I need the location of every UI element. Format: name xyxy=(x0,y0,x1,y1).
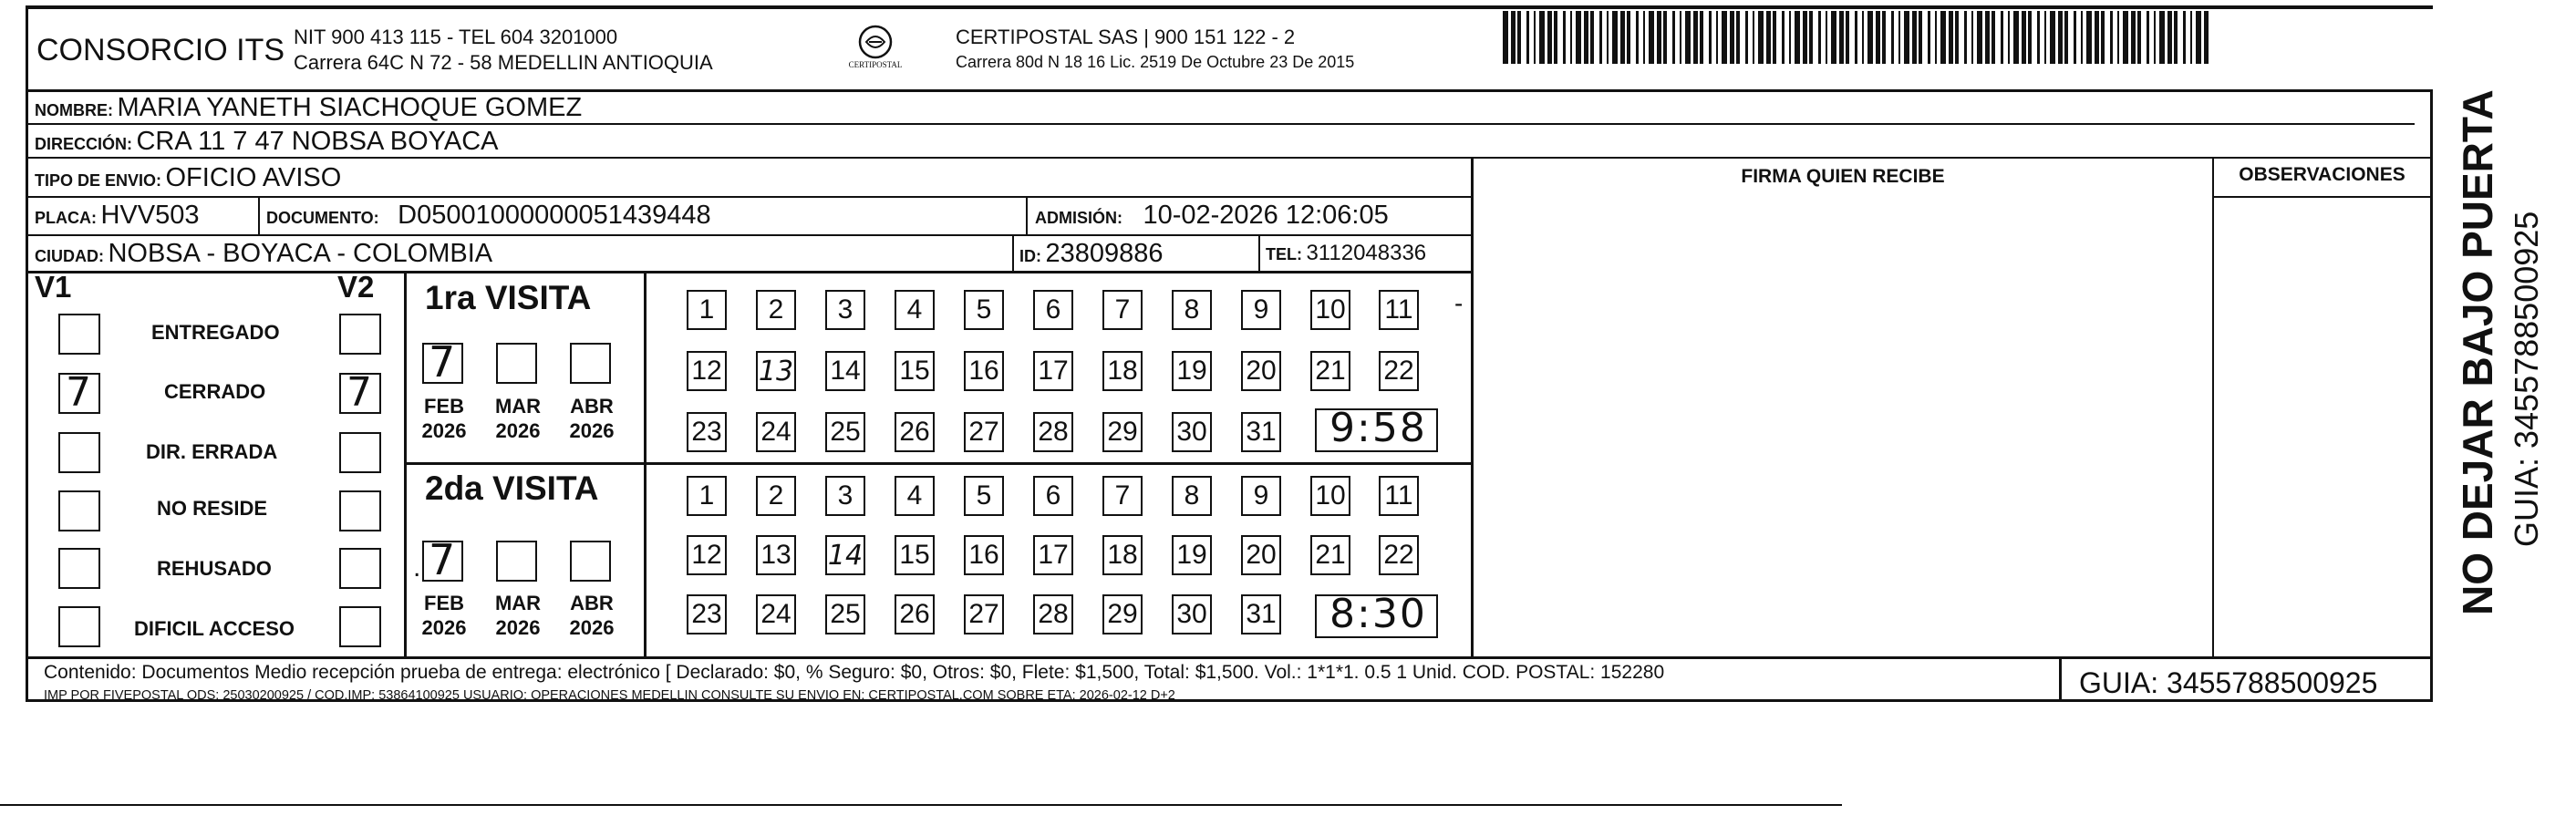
barcode-bar xyxy=(2154,11,2156,64)
barcode-bar xyxy=(1977,11,1982,64)
visit2-month-mar xyxy=(486,591,550,640)
day-cell[interactable]: 13 xyxy=(756,351,796,391)
visit1-month-feb xyxy=(412,394,476,443)
month-name: MAR xyxy=(494,592,542,614)
day-cell[interactable]: 26 xyxy=(895,594,935,634)
day-cell[interactable]: 10 xyxy=(1310,476,1350,516)
company-name: CONSORCIO ITS xyxy=(36,33,285,67)
visit2-month-feb xyxy=(412,591,476,640)
barcode-bar xyxy=(1818,11,1821,64)
id-label: ID: xyxy=(1019,247,1041,265)
visit2-month-mark: 7 xyxy=(429,535,456,584)
day-cell[interactable]: 2 xyxy=(756,476,796,516)
company-address: Carrera 64C N 72 - 58 MEDELLIN ANTIOQUIA xyxy=(294,51,713,74)
day-cell[interactable]: 18 xyxy=(1102,535,1143,575)
barcode-bar xyxy=(1753,11,1754,64)
barcode-bar xyxy=(2101,11,2105,64)
barcode-bar xyxy=(1912,11,1917,64)
id-value: 23809886 xyxy=(1045,239,1164,268)
v1-handwritten-mark: 7 xyxy=(66,369,91,416)
day-cell[interactable]: 15 xyxy=(895,351,935,391)
barcode-bar xyxy=(1940,11,1946,64)
admission-divider xyxy=(1026,198,1028,234)
tel-label: TEL: xyxy=(1266,245,1302,263)
day-cell[interactable]: 12 xyxy=(687,535,727,575)
footer-print-info: IMP POR FIVEPOSTAL ODS: 25030200925 / COD.IMP: 53864100925 USUARIO: OPERACIONES MEDELLIN CONSULTE SU ENVIO EN: CERTIPOSTAL.COM SOBRE ETA: 2026-02-12 D+2 xyxy=(44,688,1175,703)
carrier-address: Carrera 80d N 18 16 Lic. 2519 De Octubre 23 De 2015 xyxy=(956,53,1355,71)
document-label: DOCUMENTO: xyxy=(266,209,379,227)
barcode-bar xyxy=(1826,11,1827,64)
barcode-bar xyxy=(1730,11,1734,64)
visit1-time-box[interactable] xyxy=(1315,405,1438,452)
barcode-bar xyxy=(2147,11,2149,64)
barcode-bar xyxy=(1620,11,1625,64)
barcode-bar xyxy=(1831,11,1836,64)
name-label: NOMBRE: xyxy=(35,101,113,119)
day-cell[interactable]: 7 xyxy=(1102,476,1143,516)
day-cell[interactable]: 8 xyxy=(1172,476,1212,516)
month-year: 2026 xyxy=(421,616,467,639)
barcode-bar xyxy=(1511,11,1516,64)
id-divider xyxy=(1012,236,1014,273)
v1-checkbox-dir-errada[interactable] xyxy=(58,432,100,473)
day-cell[interactable]: 22 xyxy=(1379,351,1419,391)
day-cell[interactable]: 23 xyxy=(687,594,727,634)
day-cell[interactable]: 29 xyxy=(1102,594,1143,634)
month-name: ABR xyxy=(570,395,614,418)
left-border xyxy=(26,5,28,702)
barcode-bar xyxy=(1649,11,1654,64)
barcode-bar xyxy=(1590,11,1594,64)
barcode-bar xyxy=(2037,11,2040,64)
barcode-bar xyxy=(1803,11,1807,64)
v2-label: V2 xyxy=(337,270,375,304)
barcode-bar xyxy=(2131,11,2136,64)
right-border xyxy=(2430,91,2433,702)
day-cell[interactable]: 29 xyxy=(1102,412,1143,452)
day-cell[interactable]: 20 xyxy=(1241,535,1281,575)
visit-divider xyxy=(404,462,1473,465)
barcode-bar xyxy=(1891,11,1894,64)
id-row xyxy=(1019,239,1163,269)
day-cell[interactable]: 1 xyxy=(687,290,727,330)
row-line-1 xyxy=(26,123,2415,125)
barcode-bar xyxy=(1928,11,1930,64)
carrier-name: CERTIPOSTAL SAS | 900 151 122 - 2 xyxy=(956,26,1296,48)
footer-contents: Contenido: Documentos Medio recepción prueba de entrega: electrónico [ Declarado: $0, % Seguro: $0, Otros: $0, Flete: $1,500, Total: $1,500. Vol.: 1*1*1. 0.5 1 Unid. COD. POSTAL: 152280 xyxy=(44,662,1665,683)
barcode-bar xyxy=(2008,11,2010,64)
obs-header-line xyxy=(2212,196,2433,198)
barcode-bar xyxy=(1809,11,1813,64)
barcode-bar xyxy=(1700,11,1703,64)
visit2-time: 8:30 xyxy=(1329,591,1427,637)
barcode-bar xyxy=(2204,11,2209,64)
visit2-month-box-feb[interactable] xyxy=(422,535,463,584)
plate-divider xyxy=(258,198,260,234)
barcode-bar xyxy=(1949,11,1953,64)
status-col-right xyxy=(404,273,407,656)
barcode-bar xyxy=(1672,11,1675,64)
visit1-month-mar xyxy=(486,394,550,443)
tel-row xyxy=(1266,241,1426,266)
barcode-bar xyxy=(2167,11,2172,64)
barcode-bar xyxy=(1935,11,1937,64)
barcode-bar xyxy=(2110,11,2113,64)
v2-checkbox-entregado[interactable] xyxy=(339,314,381,355)
barcode-bar xyxy=(1789,11,1791,64)
barcode-bar xyxy=(1736,11,1740,64)
barcode-bar xyxy=(1846,11,1849,64)
row-line-2 xyxy=(26,157,2433,159)
barcode-bar xyxy=(1722,11,1727,64)
barcode-bar xyxy=(1627,11,1630,64)
day-cell[interactable]: 9 xyxy=(1241,290,1281,330)
month-year: 2026 xyxy=(421,419,467,442)
observations-col-left xyxy=(2212,157,2214,656)
day-cell[interactable]: 31 xyxy=(1241,412,1281,452)
barcode-bar xyxy=(1882,11,1886,64)
barcode-bar xyxy=(1855,11,1857,64)
row-line-4 xyxy=(26,234,1473,236)
row-line-3 xyxy=(26,196,1473,198)
shipment-type: OFICIO AVISO xyxy=(165,163,342,192)
barcode-bar xyxy=(1971,11,1973,64)
barcode-bar xyxy=(2086,11,2092,64)
recipient-name: MARIA YANETH SIACHOQUE GOMEZ xyxy=(117,93,583,122)
day-cell[interactable]: 17 xyxy=(1033,535,1073,575)
logo-caption: CERTIPOSTAL xyxy=(848,60,903,69)
barcode-bar xyxy=(1964,11,1967,64)
barcode-bar xyxy=(1782,11,1785,64)
barcode-bar xyxy=(1709,11,1712,64)
day-cell[interactable]: 8 xyxy=(1172,290,1212,330)
day-cell[interactable]: 21 xyxy=(1310,535,1350,575)
day-cell[interactable]: 4 xyxy=(895,476,935,516)
footer-guide: GUIA: 3455788500925 xyxy=(2079,666,2378,699)
day-cell[interactable]: 7 xyxy=(1102,290,1143,330)
visit2-time-box[interactable] xyxy=(1315,591,1438,638)
visit1-title: 1ra VISITA xyxy=(425,279,592,316)
barcode-bar xyxy=(1563,11,1566,64)
admission-row xyxy=(1035,201,1389,231)
barcode-bar xyxy=(1607,11,1609,64)
barcode-bar xyxy=(2117,11,2119,64)
type-row xyxy=(35,163,341,193)
month-col-right xyxy=(644,273,647,656)
tel-divider xyxy=(1258,236,1260,273)
barcode-bar xyxy=(1612,11,1618,64)
type-label: TIPO DE ENVIO: xyxy=(35,171,162,190)
day-cell[interactable]: 14 xyxy=(825,351,865,391)
day-cell[interactable]: 28 xyxy=(1033,412,1073,452)
v1-checkbox-dificil-acceso[interactable] xyxy=(58,606,100,647)
barcode-bar xyxy=(1766,11,1771,64)
barcode-bar xyxy=(1576,11,1581,64)
visit2-month-box-abr[interactable] xyxy=(570,541,611,582)
day-cell[interactable]: 21 xyxy=(1310,351,1350,391)
visit1-month-box-mar[interactable] xyxy=(496,343,537,384)
month-year: 2026 xyxy=(495,616,541,639)
visit1-time: 9:58 xyxy=(1329,405,1427,451)
barcode-bar xyxy=(1693,11,1698,64)
day-cell[interactable]: 11 xyxy=(1379,290,1419,330)
status-dir-errada: DIR. ERRADA xyxy=(146,440,278,463)
day-cell[interactable]: 17 xyxy=(1033,351,1073,391)
barcode-bar xyxy=(2137,11,2141,64)
barcode-bar xyxy=(1904,11,1909,64)
day-cell[interactable]: 26 xyxy=(895,412,935,452)
barcode-bar xyxy=(1985,11,1990,64)
barcode-bar xyxy=(1554,11,1557,64)
v1-label: V1 xyxy=(35,270,72,304)
day-cell[interactable]: 19 xyxy=(1172,535,1212,575)
day-cell[interactable]: 20 xyxy=(1241,351,1281,391)
barcode-bar xyxy=(1643,11,1645,64)
barcode-bar xyxy=(2050,11,2055,64)
certipostal-logo xyxy=(839,22,912,77)
day-cell[interactable]: 22 xyxy=(1379,535,1419,575)
document-row xyxy=(266,201,711,231)
day-cell[interactable]: 16 xyxy=(964,535,1004,575)
barcode-bar xyxy=(1919,11,1922,64)
day-cell[interactable]: 10 xyxy=(1310,290,1350,330)
company-nit: NIT 900 413 115 - TEL 604 3201000 xyxy=(294,26,618,48)
city-label: CIUDAD: xyxy=(35,247,104,265)
v2-checkbox-no-reside[interactable] xyxy=(339,490,381,531)
day-cell[interactable]: 27 xyxy=(964,412,1004,452)
day-cell[interactable]: 3 xyxy=(825,476,865,516)
barcode-bar xyxy=(1503,11,1508,64)
day-cell[interactable]: 9 xyxy=(1241,476,1281,516)
side-guide: GUIA: 3455788500925 xyxy=(2508,211,2545,547)
address-label: DIRECCIÓN: xyxy=(35,135,132,153)
barcode-bar xyxy=(1547,11,1552,64)
city-value: NOBSA - BOYACA - COLOMBIA xyxy=(108,239,493,268)
footer-guide-divider xyxy=(2059,656,2062,702)
barcode-bar xyxy=(2028,11,2032,64)
side-warning: NO DEJAR BAJO PUERTA xyxy=(2454,89,2501,615)
barcode-bar xyxy=(1584,11,1588,64)
day-cell[interactable]: 24 xyxy=(756,594,796,634)
barcode-bar xyxy=(1773,11,1776,64)
recipient-address: CRA 11 7 47 NOBSA BOYACA xyxy=(136,127,499,156)
document-value: D05001000000051439448 xyxy=(398,201,711,230)
barcode-bar xyxy=(2022,11,2026,64)
barcode-bar xyxy=(1517,11,1521,64)
v2-checkbox-dir-errada[interactable] xyxy=(339,432,381,473)
day-cell[interactable]: 18 xyxy=(1102,351,1143,391)
city-row xyxy=(35,239,492,269)
day-cell[interactable]: 28 xyxy=(1033,594,1073,634)
barcode-bar xyxy=(2044,11,2046,64)
visit1-month-box-abr[interactable] xyxy=(570,343,611,384)
plate-row xyxy=(35,201,199,231)
month-year: 2026 xyxy=(569,419,615,442)
barcode-bar xyxy=(2013,11,2019,64)
day-cell[interactable]: 14 xyxy=(825,535,865,575)
barcode-bar xyxy=(1599,11,1602,64)
barcode-bar xyxy=(2159,11,2165,64)
barcode-bar xyxy=(1526,11,1529,64)
month-name: MAR xyxy=(494,395,542,418)
barcode-bar xyxy=(1867,11,1873,64)
barcode-bar xyxy=(1716,11,1718,64)
barcode-bar xyxy=(1898,11,1900,64)
visit2-month-box-mar[interactable] xyxy=(496,541,537,582)
barcode-bar xyxy=(1685,11,1691,64)
admission-label: ADMISIÓN: xyxy=(1035,209,1122,227)
day-cell[interactable]: 5 xyxy=(964,290,1004,330)
barcode-bar xyxy=(2064,11,2068,64)
row-dash: - xyxy=(1454,289,1464,317)
barcode-bar xyxy=(1657,11,1661,64)
day-cell[interactable]: 15 xyxy=(895,535,935,575)
tel-value: 3112048336 xyxy=(1306,241,1427,265)
barcode-bar xyxy=(1663,11,1667,64)
v2-checkbox-cerrado[interactable] xyxy=(339,369,381,416)
visit2-dot: . xyxy=(413,552,421,583)
signature-col-left xyxy=(1471,157,1474,656)
plate-value: HVV503 xyxy=(100,201,200,230)
barcode-bar xyxy=(1534,11,1536,64)
day-cell[interactable]: 23 xyxy=(687,412,727,452)
day-cell[interactable]: 30 xyxy=(1172,412,1212,452)
v1-checkbox-rehusado[interactable] xyxy=(58,548,100,589)
status-entregado: ENTREGADO xyxy=(151,321,280,344)
v2-handwritten-mark: 7 xyxy=(347,369,372,416)
visit1-month-mark: 7 xyxy=(429,337,456,387)
day-cell[interactable]: 6 xyxy=(1033,476,1073,516)
v1-checkbox-entregado[interactable] xyxy=(58,314,100,355)
barcode-bar xyxy=(1745,11,1748,64)
day-cell[interactable]: 2 xyxy=(756,290,796,330)
barcode-bar xyxy=(1955,11,1959,64)
day-cell[interactable]: 1 xyxy=(687,476,727,516)
barcode-bar xyxy=(2058,11,2063,64)
name-row xyxy=(35,93,582,123)
barcode-bar xyxy=(1839,11,1844,64)
barcode-bar xyxy=(2190,11,2192,64)
barcode-bar xyxy=(1876,11,1880,64)
day-cell[interactable]: 4 xyxy=(895,290,935,330)
barcode-bar xyxy=(1636,11,1639,64)
day-cell[interactable]: 25 xyxy=(825,594,865,634)
barcode-bar xyxy=(2123,11,2128,64)
month-year: 2026 xyxy=(495,419,541,442)
v2-checkbox-rehusado[interactable] xyxy=(339,548,381,589)
day-cell[interactable]: 25 xyxy=(825,412,865,452)
day-cell[interactable]: 24 xyxy=(756,412,796,452)
day-cell[interactable]: 27 xyxy=(964,594,1004,634)
address-row xyxy=(35,127,499,157)
barcode-bar xyxy=(1758,11,1764,64)
visit2-title: 2da VISITA xyxy=(425,469,599,507)
barcode-bar xyxy=(2196,11,2201,64)
visit1-month-abr xyxy=(560,394,624,443)
barcode-bar xyxy=(1795,11,1800,64)
status-no-reside: NO RESIDE xyxy=(157,497,268,520)
day-cell[interactable]: 6 xyxy=(1033,290,1073,330)
day-cell[interactable]: 31 xyxy=(1241,594,1281,634)
v1-checkbox-cerrado[interactable] xyxy=(58,369,100,416)
barcode-bar xyxy=(2081,11,2083,64)
status-rehusado: REHUSADO xyxy=(157,557,272,580)
day-cell[interactable]: 16 xyxy=(964,351,1004,391)
plate-label: PLACA: xyxy=(35,209,97,227)
cut-line xyxy=(0,804,1842,806)
observations-header: OBSERVACIONES xyxy=(2239,164,2405,185)
day-cell[interactable]: 19 xyxy=(1172,351,1212,391)
visit1-month-box-feb[interactable] xyxy=(422,337,463,387)
signature-header: FIRMA QUIEN RECIBE xyxy=(1741,166,1945,187)
status-dificil-acceso: DIFICIL ACCESO xyxy=(134,617,295,640)
month-name: FEB xyxy=(424,592,464,614)
day-cell[interactable]: 12 xyxy=(687,351,727,391)
month-name: ABR xyxy=(570,592,614,614)
barcode-bar xyxy=(2001,11,2003,64)
v2-checkbox-dificil-acceso[interactable] xyxy=(339,606,381,647)
barcode-bar xyxy=(2074,11,2076,64)
visit2-month-abr xyxy=(560,591,624,640)
barcode-bar xyxy=(2174,11,2178,64)
month-year: 2026 xyxy=(569,616,615,639)
footer-divider xyxy=(26,656,2433,659)
row-line-5 xyxy=(26,271,1473,273)
day-cell[interactable]: 11 xyxy=(1379,476,1419,516)
barcode-bar xyxy=(1680,11,1681,64)
day-cell[interactable]: 30 xyxy=(1172,594,1212,634)
barcode-bar xyxy=(2095,11,2099,64)
admission-value: 10-02-2026 12:06:05 xyxy=(1143,201,1389,230)
status-cerrado: CERRADO xyxy=(164,380,266,403)
day-cell[interactable]: 13 xyxy=(756,535,796,575)
barcode xyxy=(1503,0,2214,73)
barcode-bar xyxy=(1570,11,1572,64)
barcode-bar xyxy=(1862,11,1864,64)
day-cell[interactable]: 5 xyxy=(964,476,1004,516)
barcode-bar xyxy=(2183,11,2186,64)
header-divider xyxy=(26,89,2433,92)
barcode-bar xyxy=(1991,11,1995,64)
barcode-bar xyxy=(1539,11,1545,64)
month-name: FEB xyxy=(424,395,464,418)
v1-checkbox-no-reside[interactable] xyxy=(58,490,100,531)
day-cell[interactable]: 3 xyxy=(825,290,865,330)
